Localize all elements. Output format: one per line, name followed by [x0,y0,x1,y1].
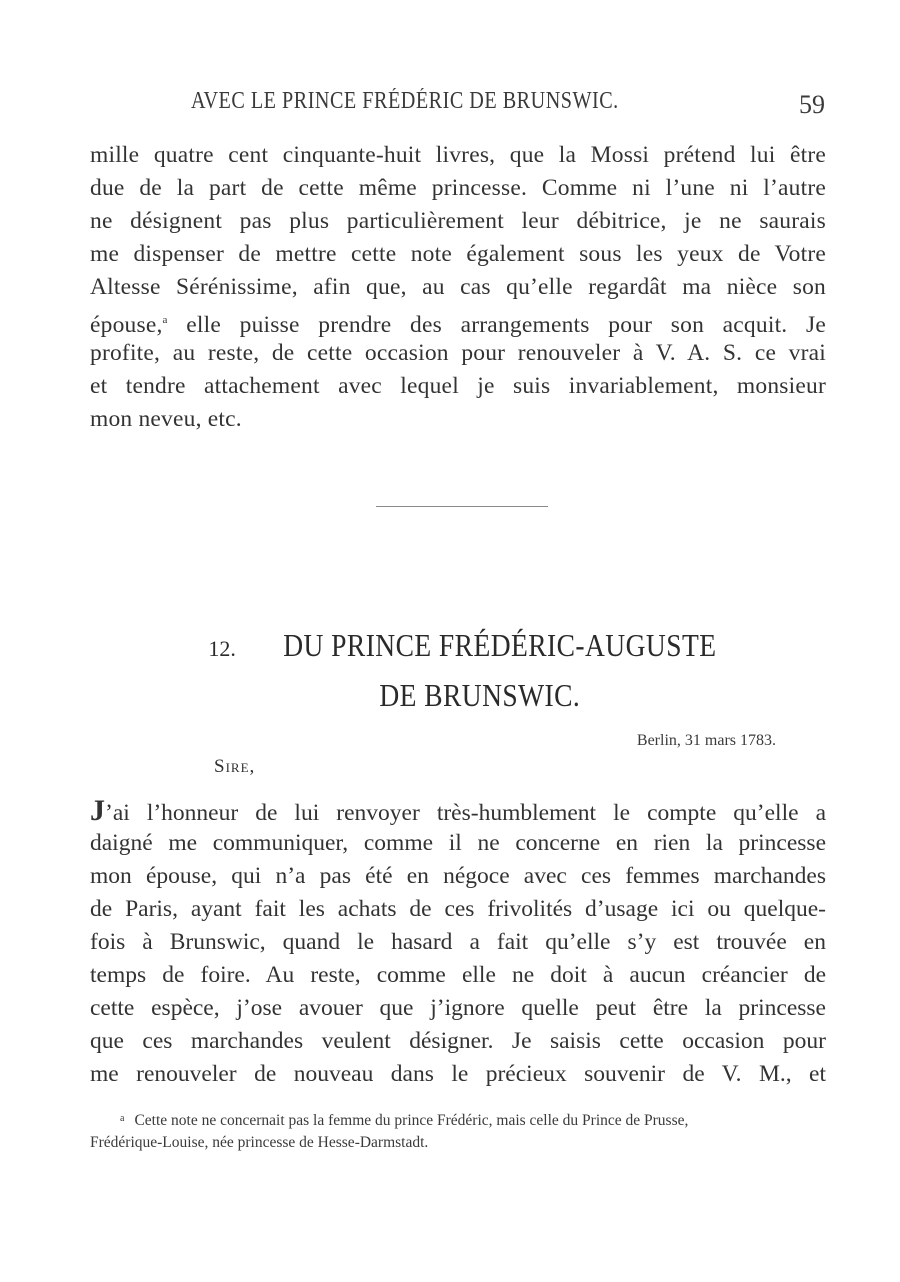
drop-cap: J [90,794,105,827]
text-line: que ces marchandes veulent désigner. Je saisis cette occasion pour [90,1028,826,1054]
text-fragment: ’ai l’honneur de lui renvoyer très-humblement le compte qu’elle a [105,800,826,826]
section-title-line-2 [160,677,800,714]
section-divider [376,506,548,507]
text-fragment: épouse, [90,312,163,338]
footnote-text: Cette note ne concernait pas la femme du prince Frédéric, mais celle du Prince de Prusse, [134,1112,689,1129]
footnote [90,1108,830,1154]
text-line: mon épouse, qui n’a pas été en négoce avec ces femmes marchandes [90,863,826,889]
letter-dateline: Berlin, 31 mars 1783. [636,732,776,749]
page-number: 59 [799,90,825,119]
running-head-title: AVEC LE PRINCE FRÉDÉRIC DE BRUNSWIC. [191,88,619,114]
text-line: daigné me communiquer, comme il ne concerne en rien la princesse [90,830,826,856]
text-line: me renouveler de nouveau dans le précieux souvenir de V. M., et [90,1061,826,1087]
section-title-text: DE BRUNSWIC. [379,677,581,713]
section-number: 12. [208,636,236,661]
paragraph-continued [90,139,826,436]
footnote-marker: a [120,1113,125,1124]
running-head [191,88,831,128]
text-line: cette espèce, j’ose avouer que j’ignore quelle peut être la princesse [90,995,826,1021]
section-title-line-1 [160,627,800,664]
text-line [90,794,826,827]
footnote-line [90,1108,830,1132]
text-line: mon neveu, etc. [90,406,242,432]
text-line: fois à Brunswic, quand le hasard a fait qu’elle s’y est trouvée en [90,929,826,955]
text-line: me dispenser de mettre cette note également sous les yeux de Votre [90,241,826,267]
text-line: ne désignent pas plus particulièrement leur débitrice, je ne saurais [90,208,826,234]
letter-body [90,794,826,1091]
text-line: temps de foire. Au reste, comme elle ne doit à aucun créancier de [90,962,826,988]
letter-salutation: Sire, [214,756,256,777]
text-line: Altesse Sérénissime, afin que, au cas qu’elle regardât ma nièce son [90,274,826,300]
text-line: mille quatre cent cinquante-huit livres, que la Mossi prétend lui être [90,142,826,168]
text-line: et tendre attachement avec lequel je suis invariablement, monsieur [90,373,826,399]
section-title-text: DU PRINCE FRÉDÉRIC-AUGUSTE [283,627,717,663]
text-line: due de la part de cette même princesse. Comme ni l’une ni l’autre [90,175,826,201]
text-fragment: elle puisse prendre des arrangements pour son acquit. Je [167,312,826,338]
text-line: de Paris, ayant fait les achats de ces frivolités d’usage ici ou quelque- [90,896,826,922]
text-line: profite, au reste, de cette occasion pour renouveler à V. A. S. ce vrai [90,340,826,366]
footnote-reference[interactable]: a [162,314,168,326]
footnote-line: Frédérique-Louise, née princesse de Hesse-Darmstadt. [90,1134,429,1151]
text-line-with-footnote [90,304,826,337]
